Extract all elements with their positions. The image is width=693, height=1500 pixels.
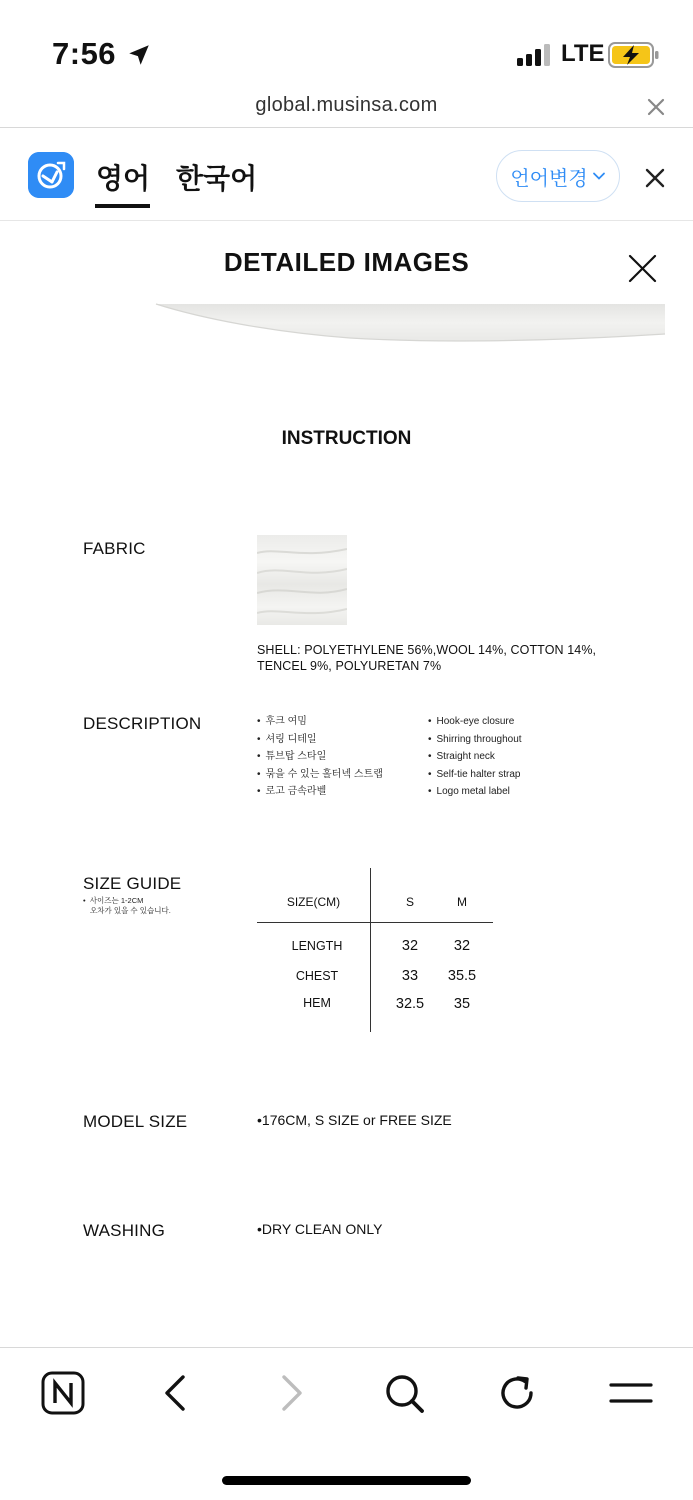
size-guide-note: • 사이즈는 1-2CM 오차가 있을 수 있습니다. [83, 896, 171, 915]
change-language-label: 언어변경 [510, 167, 588, 190]
list-item: • 묶을 수 있는 홀터넥 스트랩 [257, 766, 383, 784]
tab-source-language[interactable]: 영어 [96, 163, 151, 194]
list-item: • 튜브탑 스타일 [257, 748, 383, 766]
close-popup-icon[interactable] [628, 254, 657, 283]
instruction-heading: INSTRUCTION [281, 428, 412, 449]
change-language-button[interactable] [496, 150, 620, 202]
signal-icon [517, 44, 551, 66]
list-item: • Shirring throughout [428, 731, 522, 749]
table-header-m: M [457, 895, 467, 909]
translate-bar [0, 129, 693, 221]
washing-label: WASHING [83, 1221, 165, 1240]
forward-arrow-icon [268, 1370, 314, 1416]
description-label: DESCRIPTION [83, 714, 202, 733]
model-size-value: •176CM, S SIZE or FREE SIZE [257, 1112, 452, 1128]
naver-home-icon[interactable] [40, 1370, 86, 1416]
search-icon[interactable] [381, 1370, 427, 1416]
chevron-down-icon [592, 169, 606, 183]
translate-app-icon [28, 152, 74, 198]
size-guide-label: SIZE GUIDE [83, 874, 182, 893]
list-item: • 후크 여밈 [257, 713, 383, 731]
table-cell: 32 [453, 938, 471, 954]
table-row-length: LENGTH [291, 939, 343, 953]
location-arrow-icon [126, 42, 152, 68]
status-time: 7:56 [52, 36, 117, 71]
battery-charging-icon [608, 42, 660, 68]
fabric-swatch-image [257, 535, 347, 625]
active-tab-underline [95, 204, 150, 208]
url-bar [0, 90, 693, 128]
tab-target-language[interactable]: 한국어 [176, 163, 258, 194]
table-cell: 35 [453, 996, 471, 1012]
list-item: • 로고 금속라벨 [257, 783, 383, 801]
table-cell: 32.5 [395, 996, 425, 1012]
network-type: LTE [561, 40, 605, 67]
washing-value: •DRY CLEAN ONLY [257, 1221, 383, 1237]
list-item: • Logo metal label [428, 783, 522, 801]
list-item: • Self-tie halter strap [428, 766, 522, 784]
fabric-label: FABRIC [83, 539, 146, 558]
list-item: • Hook-eye closure [428, 713, 522, 731]
description-list-korean [257, 713, 383, 801]
table-cell: 32 [401, 938, 419, 954]
table-header-size: SIZE(CM) [286, 895, 341, 909]
back-arrow-icon[interactable] [153, 1370, 199, 1416]
model-size-label: MODEL SIZE [83, 1112, 188, 1131]
size-table [257, 868, 493, 1032]
table-row-chest: CHEST [295, 969, 339, 983]
status-bar [0, 0, 693, 90]
close-url-icon[interactable] [646, 97, 666, 117]
table-row-hem: HEM [303, 996, 331, 1010]
description-list-english [428, 713, 522, 801]
reload-icon[interactable] [494, 1370, 540, 1416]
table-cell: 35.5 [447, 968, 477, 984]
table-cell: 33 [401, 968, 419, 984]
table-header-s: S [405, 895, 414, 909]
table-divider-horizontal [257, 922, 493, 923]
home-indicator[interactable] [222, 1476, 471, 1485]
close-translate-icon[interactable] [644, 167, 666, 189]
product-image [150, 298, 665, 348]
url-address[interactable]: global.musinsa.com [255, 94, 438, 116]
list-item: • 셔링 디테일 [257, 731, 383, 749]
menu-icon[interactable] [608, 1370, 654, 1416]
popup-title: DETAILED IMAGES [223, 247, 470, 277]
list-item: • Straight neck [428, 748, 522, 766]
fabric-composition: SHELL: POLYETHYLENE 56%,WOOL 14%, COTTON 14%, TENCEL 9%, POLYURETAN 7% [257, 643, 597, 673]
